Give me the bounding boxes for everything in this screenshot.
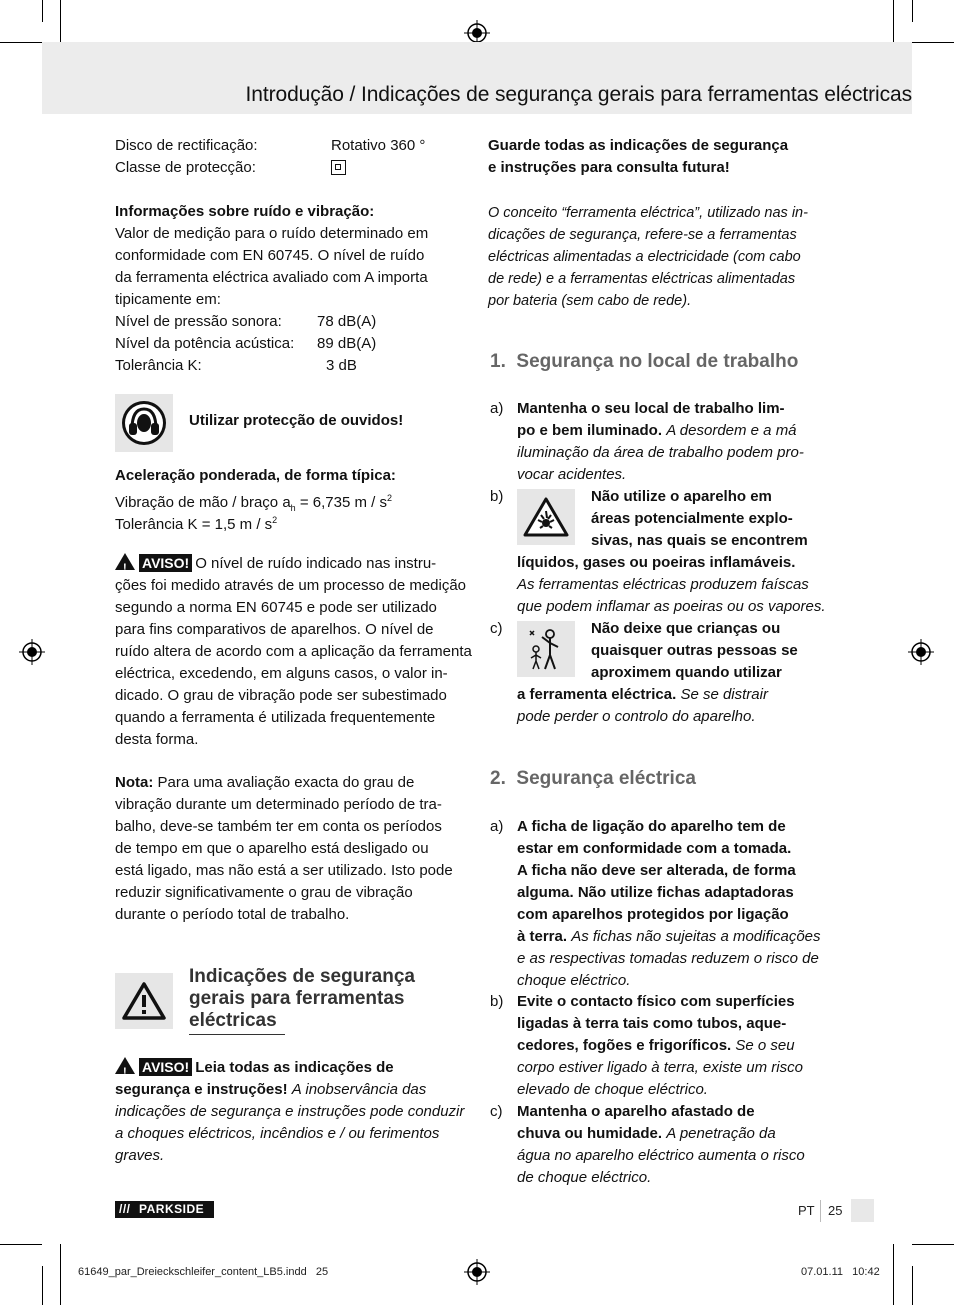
- footer-box: [851, 1199, 874, 1222]
- warning-line: dicado. O grau de vibração pode ser subestimado: [115, 687, 447, 704]
- note-line: [115, 772, 414, 794]
- registration-mark-bottom: [464, 1259, 490, 1285]
- item-text: ligadas à terra tais como tubos, aque-: [517, 1015, 787, 1032]
- language-code: PT: [798, 1203, 815, 1218]
- concept-line: eléctricas alimentadas a electricidade (com cabo: [488, 249, 801, 265]
- item-text: vocar acidentes.: [517, 466, 627, 483]
- note-line: está ligado, mas não está a ser utilizado. Isto pode: [115, 862, 453, 879]
- item-text: com aparelhos protegidos por ligação: [517, 906, 789, 923]
- vibration-text: = 6,735 m / s: [295, 494, 387, 511]
- vibration-heading: Aceleração ponderada, de forma típica:: [115, 467, 396, 484]
- note-line: durante o período total de trabalho.: [115, 906, 350, 923]
- item-label: b): [490, 993, 504, 1010]
- item-text: alguma. Não utilize fichas adaptadoras: [517, 884, 794, 901]
- warning-line: graves.: [115, 1147, 165, 1164]
- note-line: reduzir significativamente o grau de vibração: [115, 884, 413, 901]
- note-line: de tempo em que o aparelho está desligado ou: [115, 840, 429, 857]
- warning-2: [115, 1057, 394, 1079]
- noise-row-label: Tolerância K:: [115, 357, 202, 374]
- item-text: A penetração da: [666, 1125, 776, 1142]
- tolerance-text: Tolerância K = 1,5 m / s: [115, 516, 273, 533]
- item-label: c): [490, 620, 503, 637]
- noise-line: da ferramenta eléctrica avaliado com A importa: [115, 269, 428, 286]
- registration-mark-right: [908, 639, 934, 665]
- warning-label: AVISO!: [139, 554, 192, 572]
- note-label: Nota:: [115, 774, 154, 791]
- vibration-sub: h: [290, 503, 296, 513]
- item-text: corpo estiver ligado à terra, existe um risco: [517, 1059, 803, 1076]
- tolerance-sup: 2: [272, 515, 278, 525]
- section-title-line: gerais para ferramentas: [189, 988, 405, 1009]
- item-text: água no aparelho eléctrico aumenta o risco: [517, 1147, 805, 1164]
- parkside-logo: [115, 1201, 214, 1218]
- noise-row-value: 78 dB(A): [317, 313, 377, 330]
- section-number: 2.: [490, 768, 506, 789]
- warning-line: eléctrica, excedendo, em alguns casos, o valor in-: [115, 665, 448, 682]
- warning-line: segundo a norma EN 60745 e pode ser utilizado: [115, 599, 437, 616]
- noise-row-label: Nível da potência acústica:: [115, 335, 295, 352]
- noise-line: tipicamente em:: [115, 291, 221, 308]
- concept-line: O conceito “ferramenta eléctrica”, utilizado nas in-: [488, 205, 808, 221]
- warning-triangle-icon: !: [115, 1057, 135, 1074]
- section-title-line: eléctricas: [189, 1010, 277, 1031]
- item-text: po e bem iluminado.: [517, 422, 663, 439]
- item-text: e as respectivas tomadas reduzem o risco de: [517, 950, 819, 967]
- item-text: iluminação da área de trabalho podem pro-: [517, 444, 804, 461]
- vibration-sup: 2: [386, 493, 392, 503]
- section-title-line: Indicações de segurança: [189, 966, 415, 987]
- keep-away-persons-icon: [517, 621, 575, 677]
- page-number: 25: [828, 1203, 843, 1218]
- warning-line: ruído altera de acordo com a aplicação da ferramenta: [115, 643, 472, 660]
- item-text: pode perder o controlo do aparelho.: [517, 708, 756, 725]
- warning-label: AVISO!: [139, 1058, 192, 1076]
- item-text: As fichas não sujeitas a modificações: [571, 928, 821, 945]
- warning-line: indicações de segurança e instruções pode conduzir: [115, 1103, 465, 1120]
- item-text: cedores, fogões e frigoríficos.: [517, 1037, 732, 1054]
- concept-line: por bateria (sem cabo de rede).: [488, 293, 692, 309]
- footer-divider: [820, 1200, 821, 1222]
- warning-text: A inobservância das: [291, 1081, 427, 1098]
- warning-text: O nível de ruído indicado nas instru-: [195, 555, 437, 572]
- warning-1: [115, 553, 436, 575]
- noise-line: conformidade com EN 60745. O nível de ruído: [115, 247, 425, 264]
- item-text: Evite o contacto físico com superfícies: [517, 993, 795, 1010]
- item-text: que podem inflamar as poeiras ou os vapores.: [517, 598, 826, 615]
- concept-line: de rede) e a ferramentas eléctricas alimentadas: [488, 271, 796, 287]
- item-text: chuva ou humidade.: [517, 1125, 663, 1142]
- item-text: áreas potencialmente explo-: [591, 510, 793, 527]
- item-text: Se se distrair: [680, 686, 768, 703]
- item-text: Se o seu: [735, 1037, 795, 1054]
- item-text: choque eléctrico.: [517, 972, 631, 989]
- protection-class-icon: [331, 160, 346, 175]
- note-text: Para uma avaliação exacta do grau de: [157, 774, 415, 791]
- warning-section-icon: [115, 973, 173, 1029]
- item-text: As ferramentas eléctricas produzem faíscas: [517, 576, 809, 593]
- logo-stripes-icon: ///: [119, 1202, 131, 1216]
- warning-text: segurança e instruções!: [115, 1081, 288, 1098]
- warning-triangle-icon: !: [115, 553, 135, 570]
- note-line: balho, deve-se também ter em conta os períodos: [115, 818, 442, 835]
- note-line: vibração durante um determinado período de tra-: [115, 796, 442, 813]
- item-text: de choque eléctrico.: [517, 1169, 652, 1186]
- item-text: Não deixe que crianças ou: [591, 620, 781, 637]
- tolerance-line: [115, 509, 277, 536]
- noise-row-value: 3 dB: [326, 357, 357, 374]
- vibration-text: Vibração de mão / braço a: [115, 494, 291, 511]
- item-text: elevado de choque eléctrico.: [517, 1081, 708, 1098]
- warning-text: Leia todas as indicações de: [195, 1059, 394, 1076]
- noise-row-value: 89 dB(A): [317, 335, 377, 352]
- spec-value: Rotativo 360 °: [331, 137, 426, 154]
- ear-protection-text: Utilizar protecção de ouvidos!: [189, 412, 404, 429]
- spec-label: Classe de protecção:: [115, 159, 256, 176]
- item-text: Não utilize o aparelho em: [591, 488, 772, 505]
- section-title-underline: [189, 1034, 285, 1035]
- section-title: Segurança eléctrica: [516, 768, 696, 789]
- item-text: estar em conformidade com a tomada.: [517, 840, 792, 857]
- section-title: Segurança no local de trabalho: [516, 351, 799, 372]
- ear-protection-icon: [115, 394, 173, 452]
- warning-line: ções foi medido através de um processo de medição: [115, 577, 467, 594]
- item-text: A desordem e a má: [666, 422, 797, 439]
- registration-mark-left: [19, 639, 45, 665]
- item-text: líquidos, gases ou poeiras inflamáveis.: [517, 554, 796, 571]
- item-text: A ficha de ligação do aparelho tem de: [517, 818, 786, 835]
- warning-line: a choques eléctricos, incêndios e / ou ferimentos: [115, 1125, 440, 1142]
- page-title: Introdução / Indicações de segurança gerais para ferramentas eléctricas: [245, 83, 912, 106]
- item-text: aproximem quando utilizar: [591, 664, 782, 681]
- explosion-hazard-icon: [517, 489, 575, 545]
- section-1-heading: [490, 351, 798, 373]
- item-text: quaisquer outras pessoas se: [591, 642, 798, 659]
- spec-label: Disco de rectificação:: [115, 137, 258, 154]
- section-number: 1.: [490, 351, 506, 372]
- item-text: a ferramenta eléctrica.: [517, 686, 677, 703]
- item-text: Mantenha o seu local de trabalho lim-: [517, 400, 785, 417]
- noise-row-label: Nível de pressão sonora:: [115, 313, 282, 330]
- item-text: sivas, nas quais se encontrem: [591, 532, 808, 549]
- concept-line: dicações de segurança, refere-se a ferramentas: [488, 227, 797, 243]
- item-label: a): [490, 818, 504, 835]
- noise-line: Valor de medição para o ruído determinado em: [115, 225, 429, 242]
- warning-line: desta forma.: [115, 731, 199, 748]
- warning-line: quando a ferramenta é utilizada frequentemente: [115, 709, 436, 726]
- slug-file: 61649_par_Dreieckschleifer_content_LB5.indd 25: [78, 1266, 329, 1278]
- item-label: b): [490, 488, 504, 505]
- item-text: Mantenha o aparelho afastado de: [517, 1103, 755, 1120]
- slug-date: 07.01.11 10:42: [801, 1266, 880, 1278]
- item-text: à terra.: [517, 928, 568, 945]
- warning-line: para fins comparativos de aparelhos. O nível de: [115, 621, 434, 638]
- item-label: a): [490, 400, 504, 417]
- brand-name: PARKSIDE: [139, 1202, 205, 1216]
- item-label: c): [490, 1103, 503, 1120]
- noise-heading: Informações sobre ruído e vibração:: [115, 203, 375, 220]
- item-text: A ficha não deve ser alterada, de forma: [517, 862, 796, 879]
- section-2-heading: [490, 768, 696, 790]
- keep-instructions: Guarde todas as indicações de segurança: [488, 137, 789, 154]
- keep-instructions: e instruções para consulta futura!: [488, 159, 730, 176]
